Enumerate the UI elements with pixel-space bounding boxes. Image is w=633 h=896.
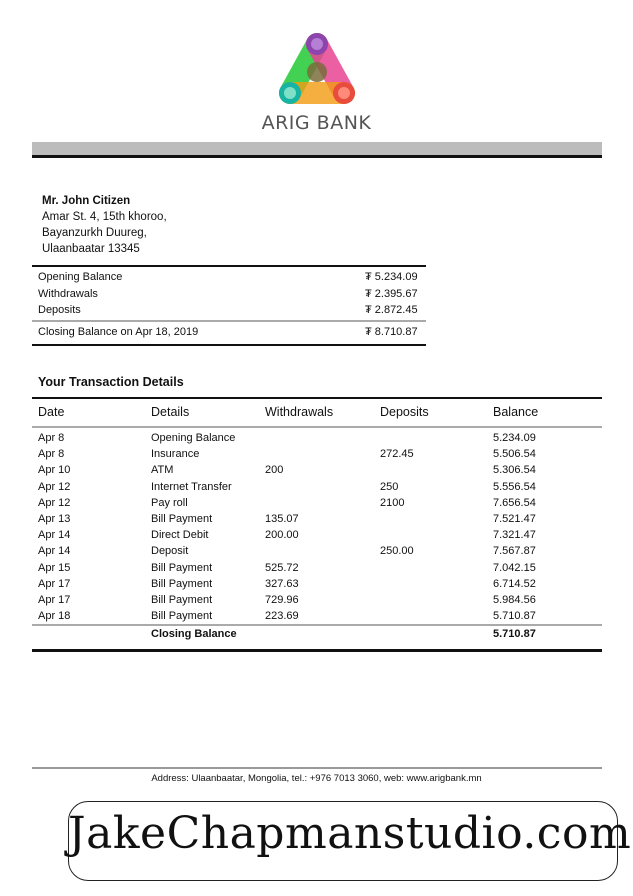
- col-header-balance: Balance: [493, 405, 539, 419]
- summary-label: Opening Balance: [38, 271, 123, 283]
- col-header-details: Details: [151, 405, 190, 419]
- address-line-2: Bayanzurkh Duureg,: [42, 227, 147, 239]
- summary-label: Withdrawals: [38, 288, 98, 300]
- tx-details: Direct Debit: [151, 529, 209, 542]
- tx-withdrawal: 729.96: [265, 594, 299, 606]
- footer-address: Address: Ulaanbaatar, Mongolia, tel.: +976 7013 3060, web: www.arigbank.mn: [151, 773, 482, 784]
- summary-value: ₮ 8.710.87: [365, 326, 418, 338]
- tx-balance: 7.521.47: [493, 513, 536, 525]
- table-row: [0, 594, 633, 610]
- closing-rule: [32, 624, 602, 626]
- bank-logo: [0, 28, 633, 134]
- footer-rule: [32, 767, 602, 769]
- tx-balance: 5.556.54: [493, 480, 536, 493]
- table-row: [0, 513, 633, 529]
- tx-details: Bill Payment: [151, 513, 213, 525]
- tx-deposit: 272.45: [380, 448, 414, 461]
- tx-date: Apr 10: [38, 464, 71, 477]
- closing-balance-label: Closing Balance: [151, 628, 237, 640]
- table-row: [0, 562, 633, 578]
- tx-date: Apr 8: [38, 432, 65, 444]
- address-line-3: Ulaanbaatar 13345: [42, 243, 140, 255]
- tx-date: Apr 8: [38, 448, 65, 461]
- table-row: [0, 545, 633, 561]
- summary-label: Closing Balance on Apr 18, 2019: [38, 326, 199, 338]
- tx-balance: 5.984.56: [493, 594, 536, 606]
- tx-balance: 5.710.87: [493, 610, 536, 623]
- col-header-withdrawals: Withdrawals: [265, 405, 334, 419]
- tx-withdrawal: 327.63: [265, 577, 299, 590]
- tx-withdrawal: 200.00: [265, 529, 299, 542]
- summary-mid-rule: [32, 320, 426, 322]
- tx-details: Deposit: [151, 545, 189, 558]
- transactions-title: Your Transaction Details: [38, 375, 184, 389]
- tx-balance: 7.042.15: [493, 561, 536, 574]
- transactions-bottom-rule: [32, 649, 602, 652]
- customer-name: Mr. John Citizen: [42, 195, 131, 207]
- summary-row-opening: [32, 271, 426, 287]
- tx-date: Apr 14: [38, 545, 71, 558]
- tx-date: Apr 13: [38, 513, 71, 525]
- closing-balance-row: [0, 628, 633, 644]
- tx-balance: 7.567.87: [493, 545, 536, 558]
- tx-deposit: 250.00: [380, 545, 414, 558]
- closing-balance-value: 5.710.87: [493, 628, 536, 640]
- summary-value: ₮ 2.872.45: [365, 304, 418, 316]
- table-row: [0, 464, 633, 480]
- tx-date: Apr 15: [38, 561, 71, 574]
- tx-balance: 6.714.52: [493, 577, 536, 590]
- header-rule: [32, 426, 602, 428]
- summary-value: ₮ 5.234.09: [365, 271, 418, 283]
- watermark-text: JakeChapmanstudio.com: [68, 808, 632, 859]
- summary-row-withdrawals: [32, 288, 426, 304]
- table-row: [0, 448, 633, 464]
- tx-details: ATM: [151, 464, 174, 477]
- header-black-line: [32, 155, 602, 158]
- table-row: [0, 578, 633, 594]
- tx-date: Apr 17: [38, 577, 71, 590]
- transactions-top-rule: [32, 397, 602, 399]
- tx-withdrawal: 223.69: [265, 610, 299, 623]
- tx-details: Bill Payment: [151, 577, 213, 590]
- table-row: [0, 481, 633, 497]
- tx-withdrawal: 135.07: [265, 513, 299, 525]
- summary-row-closing: [32, 326, 426, 342]
- tx-date: Apr 18: [38, 610, 71, 623]
- summary-row-deposits: [32, 304, 426, 320]
- summary-value: ₮ 2.395.67: [365, 288, 418, 300]
- tx-balance: 7.321.47: [493, 529, 536, 542]
- tx-withdrawal: 525.72: [265, 561, 299, 574]
- tx-date: Apr 17: [38, 594, 71, 606]
- table-row: [0, 529, 633, 545]
- tx-balance: 5.234.09: [493, 432, 536, 444]
- summary-label: Deposits: [38, 304, 81, 316]
- tx-details: Bill Payment: [151, 561, 213, 574]
- tx-balance: 5.506.54: [493, 448, 536, 461]
- tx-balance: 5.306.54: [493, 464, 536, 477]
- col-header-deposits: Deposits: [380, 405, 429, 419]
- tx-date: Apr 12: [38, 496, 71, 509]
- tx-withdrawal: 200: [265, 464, 284, 477]
- tx-deposit: 2100: [380, 496, 405, 509]
- table-row: [0, 497, 633, 513]
- tx-details: Insurance: [151, 448, 200, 461]
- bank-name: ARIG BANK: [261, 112, 372, 134]
- arig-logo-icon: [272, 28, 362, 110]
- summary-top-rule: [32, 265, 426, 267]
- tx-balance: 7.656.54: [493, 496, 536, 509]
- summary-bottom-rule: [32, 344, 426, 346]
- tx-details: Opening Balance: [151, 432, 236, 444]
- tx-details: Pay roll: [151, 496, 188, 509]
- tx-details: Bill Payment: [151, 610, 213, 623]
- tx-date: Apr 12: [38, 480, 71, 493]
- tx-details: Bill Payment: [151, 594, 213, 606]
- tx-date: Apr 14: [38, 529, 71, 542]
- tx-details: Internet Transfer: [151, 480, 232, 493]
- table-row: [0, 432, 633, 448]
- col-header-date: Date: [38, 405, 65, 419]
- header-gray-bar: [32, 142, 602, 156]
- address-line-1: Amar St. 4, 15th khoroo,: [42, 211, 167, 223]
- customer-address-block: [42, 193, 167, 257]
- tx-deposit: 250: [380, 480, 399, 493]
